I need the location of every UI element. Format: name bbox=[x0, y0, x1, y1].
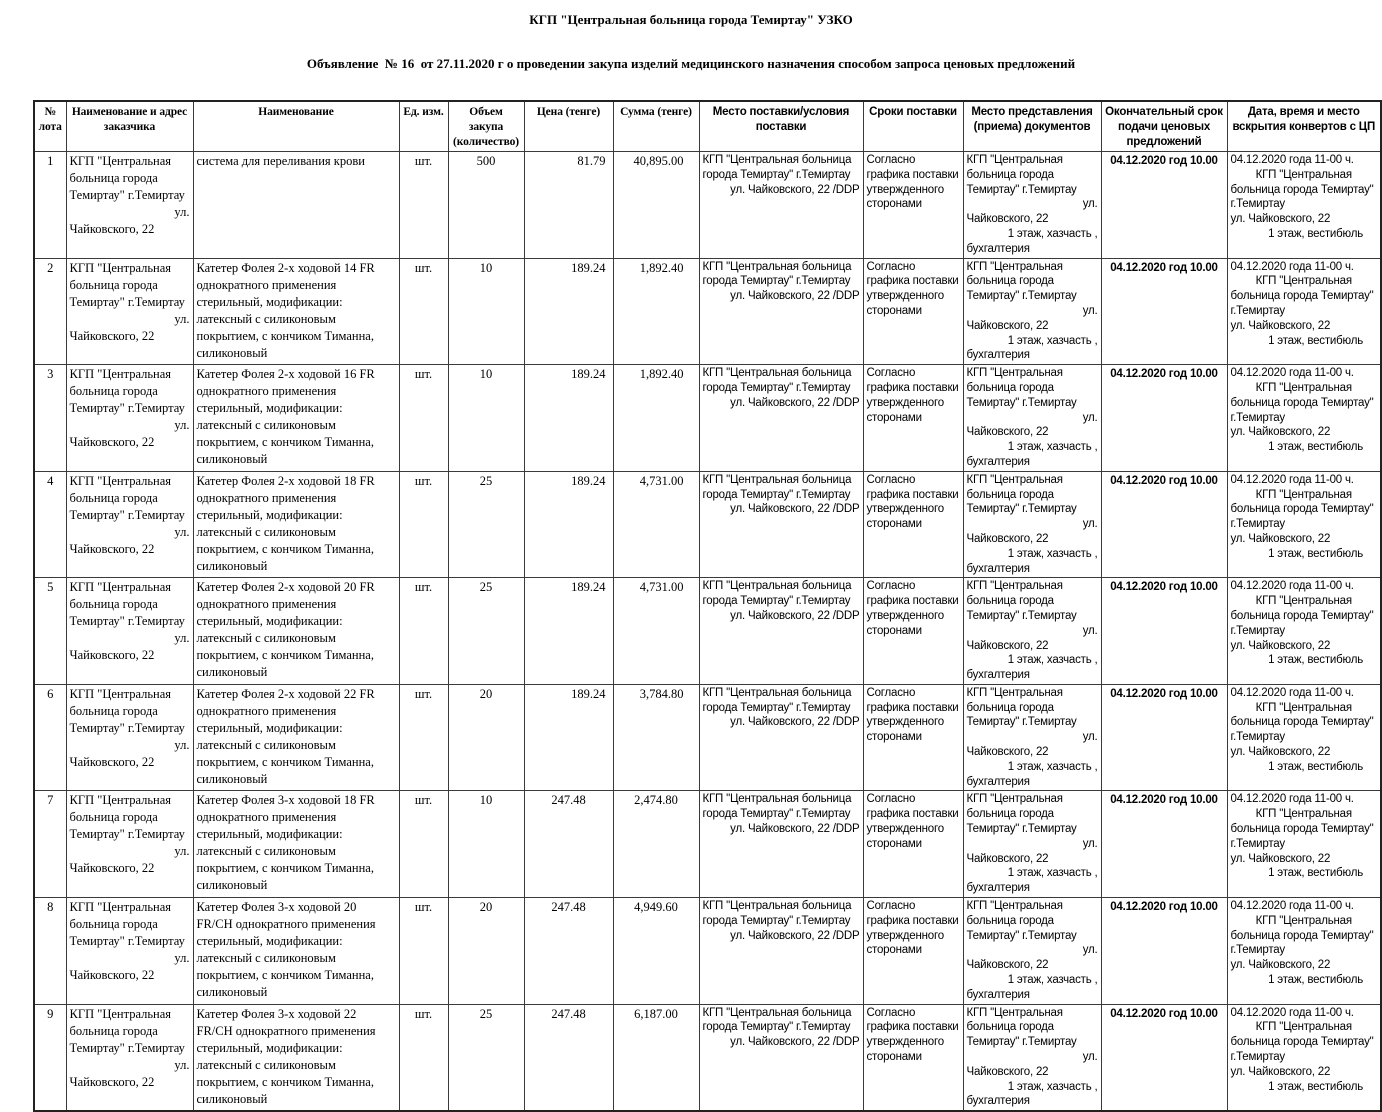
customer-street-prefix: ул. bbox=[174, 524, 190, 539]
cell-customer bbox=[66, 684, 193, 791]
cell-item-name: Катетер Фолея 3-х ходовой 18 FR однократного применения стерильный, модификации: латексный с силиконовым покрытием, с кончиком Тиманна, силиконовый bbox=[193, 791, 399, 898]
customer-street-prefix: ул. bbox=[174, 737, 190, 752]
opening-org2: больница города Темиртау" bbox=[1230, 183, 1374, 196]
delivery-place-name: КГП "Центральная больница города Темиртау" г.Темиртау bbox=[702, 154, 852, 181]
cell-delivery-place bbox=[699, 578, 863, 685]
opening-place: 1 этаж, вестибюль bbox=[1268, 974, 1363, 987]
submission-street: Чайковского, 22 bbox=[966, 426, 1049, 439]
submission-street: Чайковского, 22 bbox=[966, 746, 1049, 759]
customer-name: КГП "Центральная больница города Темиртау" г.Темиртау bbox=[69, 367, 185, 416]
cell-sum: 6,187.00 bbox=[613, 1004, 699, 1111]
customer-name: КГП "Центральная больница города Темиртау" г.Темиртау bbox=[69, 1006, 185, 1055]
cell-submission-place bbox=[963, 898, 1101, 1005]
submission-street-prefix: ул. bbox=[1082, 731, 1098, 744]
cell-deadline: 04.12.2020 год 10.00 bbox=[1101, 578, 1227, 685]
table-row bbox=[34, 1004, 1381, 1111]
cell-quantity: 20 bbox=[448, 684, 524, 791]
delivery-place-address: ул. Чайковского, 22 /DDP bbox=[730, 929, 860, 942]
opening-street: ул. Чайковского, 22 bbox=[1230, 959, 1331, 972]
cell-opening bbox=[1227, 258, 1381, 365]
customer-street-prefix: ул. bbox=[174, 418, 190, 433]
customer-street: Чайковского, 22 bbox=[69, 968, 155, 983]
cell-price: 247.48 bbox=[524, 791, 613, 898]
cell-customer bbox=[66, 365, 193, 472]
col-header-sum: Сумма (тенге) bbox=[613, 101, 699, 152]
submission-street-prefix: ул. bbox=[1082, 411, 1098, 424]
table-row bbox=[34, 791, 1381, 898]
opening-datetime: 04.12.2020 года 11-00 ч. bbox=[1230, 260, 1354, 273]
opening-street: ул. Чайковского, 22 bbox=[1230, 639, 1331, 652]
cell-opening bbox=[1227, 152, 1381, 259]
customer-street: Чайковского, 22 bbox=[69, 754, 155, 769]
cell-delivery-place bbox=[699, 1004, 863, 1111]
cell-customer bbox=[66, 258, 193, 365]
opening-city: г.Темиртау bbox=[1230, 837, 1285, 850]
opening-org1: КГП "Центральная bbox=[1255, 808, 1352, 821]
opening-place: 1 этаж, вестибюль bbox=[1268, 654, 1363, 667]
cell-quantity: 25 bbox=[448, 471, 524, 578]
lots-table bbox=[33, 100, 1382, 1112]
submission-place-name: КГП "Центральная больница города Темиртау" г.Темиртау bbox=[966, 900, 1077, 942]
opening-datetime: 04.12.2020 года 11-00 ч. bbox=[1230, 1006, 1354, 1019]
cell-delivery-place bbox=[699, 898, 863, 1005]
cell-opening bbox=[1227, 471, 1381, 578]
cell-submission-place bbox=[963, 152, 1101, 259]
cell-item-name: Катетер Фолея 2-х ходовой 20 FR однократного применения стерильный, модификации: латексный с силиконовым покрытием, с кончиком Тиманна, силиконовый bbox=[193, 578, 399, 685]
customer-street-prefix: ул. bbox=[174, 631, 190, 646]
cell-item-name: Катетер Фолея 2-х ходовой 14 FR однократного применения стерильный, модификации: латексный с силиконовым покрытием, с кончиком Тиманна, силиконовый bbox=[193, 258, 399, 365]
cell-price: 247.48 bbox=[524, 1004, 613, 1111]
opening-street: ул. Чайковского, 22 bbox=[1230, 532, 1331, 545]
cell-customer bbox=[66, 1004, 193, 1111]
cell-delivery-terms: Согласно графика поставки утвержденного сторонами bbox=[863, 791, 963, 898]
customer-street-prefix: ул. bbox=[174, 951, 190, 966]
submission-street-prefix: ул. bbox=[1082, 837, 1098, 850]
customer-street-prefix: ул. bbox=[174, 1057, 190, 1072]
submission-floor: 1 этаж, хазчасть , bbox=[1007, 227, 1098, 240]
opening-datetime: 04.12.2020 года 11-00 ч. bbox=[1230, 367, 1354, 380]
submission-place-name: КГП "Центральная больница города Темиртау" г.Темиртау bbox=[966, 473, 1077, 516]
customer-name: КГП "Центральная больница города Темиртау" г.Темиртау bbox=[69, 154, 185, 202]
cell-price: 81.79 bbox=[524, 152, 613, 259]
cell-price: 189.24 bbox=[524, 258, 613, 365]
col-header-customer: Наименование и адрес заказчика bbox=[66, 101, 193, 152]
cell-deadline: 04.12.2020 год 10.00 bbox=[1101, 791, 1227, 898]
opening-place: 1 этаж, вестибюль bbox=[1268, 1080, 1363, 1093]
customer-name: КГП "Центральная больница города Темиртау" г.Темиртау bbox=[69, 473, 185, 522]
cell-delivery-terms: Согласно графика поставки утвержденного сторонами bbox=[863, 898, 963, 1005]
cell-customer bbox=[66, 152, 193, 259]
delivery-place-address: ул. Чайковского, 22 /DDP bbox=[730, 290, 860, 303]
cell-lot-number: 5 bbox=[34, 578, 66, 685]
opening-org2: больница города Темиртау" bbox=[1230, 609, 1374, 622]
cell-unit: шт. bbox=[399, 152, 448, 259]
cell-delivery-terms: Согласно графика поставки утвержденного сторонами bbox=[863, 365, 963, 472]
cell-quantity: 10 bbox=[448, 791, 524, 898]
opening-org1: КГП "Центральная bbox=[1255, 701, 1352, 714]
delivery-place-name: КГП "Центральная больница города Темиртау" г.Темиртау bbox=[702, 260, 852, 288]
table-row bbox=[34, 684, 1381, 791]
submission-office: бухгалтерия bbox=[966, 349, 1030, 362]
cell-opening bbox=[1227, 365, 1381, 472]
col-header-submission-place: Место представления (приема) документов bbox=[963, 101, 1101, 152]
delivery-place-address: ул. Чайковского, 22 /DDP bbox=[730, 503, 860, 516]
cell-deadline: 04.12.2020 год 10.00 bbox=[1101, 684, 1227, 791]
table-row bbox=[34, 471, 1381, 578]
cell-item-name: Катетер Фолея 2-х ходовой 16 FR однократного применения стерильный, модификации: латексный с силиконовым покрытием, с кончиком Тиманна, силиконовый bbox=[193, 365, 399, 472]
opening-datetime: 04.12.2020 года 11-00 ч. bbox=[1230, 580, 1354, 593]
opening-datetime: 04.12.2020 года 11-00 ч. bbox=[1230, 686, 1354, 699]
cell-submission-place bbox=[963, 1004, 1101, 1111]
cell-sum: 2,474.80 bbox=[613, 791, 699, 898]
cell-delivery-place bbox=[699, 471, 863, 578]
cell-deadline: 04.12.2020 год 10.00 bbox=[1101, 365, 1227, 472]
cell-unit: шт. bbox=[399, 578, 448, 685]
submission-street-prefix: ул. bbox=[1082, 198, 1098, 211]
cell-quantity: 10 bbox=[448, 258, 524, 365]
cell-submission-place bbox=[963, 791, 1101, 898]
customer-street-prefix: ул. bbox=[174, 311, 190, 326]
cell-submission-place bbox=[963, 471, 1101, 578]
cell-item-name: Катетер Фолея 2-х ходовой 18 FR однократного применения стерильный, модификации: латексный с силиконовым покрытием, с кончиком Тиманна, силиконовый bbox=[193, 471, 399, 578]
opening-city: г.Темиртау bbox=[1230, 944, 1285, 957]
cell-price: 247.48 bbox=[524, 898, 613, 1005]
delivery-place-address: ул. Чайковского, 22 /DDP bbox=[730, 823, 860, 836]
submission-street: Чайковского, 22 bbox=[966, 1065, 1049, 1078]
delivery-place-name: КГП "Центральная больница города Темиртау" г.Темиртау bbox=[702, 686, 852, 714]
opening-org1: КГП "Центральная bbox=[1255, 168, 1352, 181]
cell-delivery-place bbox=[699, 152, 863, 259]
cell-delivery-terms: Согласно графика поставки утвержденного сторонами bbox=[863, 258, 963, 365]
delivery-place-name: КГП "Центральная больница города Темиртау" г.Темиртау bbox=[702, 900, 852, 927]
cell-delivery-terms: Согласно графика поставки утвержденного сторонами bbox=[863, 471, 963, 578]
col-header-unit: Ед. изм. bbox=[399, 101, 448, 152]
cell-quantity: 25 bbox=[448, 578, 524, 685]
customer-street: Чайковского, 22 bbox=[69, 541, 155, 556]
submission-street: Чайковского, 22 bbox=[966, 639, 1049, 652]
cell-delivery-terms: Согласно графика поставки утвержденного сторонами bbox=[863, 684, 963, 791]
opening-org2: больница города Темиртау" bbox=[1230, 716, 1374, 729]
delivery-place-name: КГП "Центральная больница города Темиртау" г.Темиртау bbox=[702, 1006, 852, 1034]
cell-delivery-terms: Согласно графика поставки утвержденного сторонами bbox=[863, 152, 963, 259]
submission-street-prefix: ул. bbox=[1082, 944, 1098, 957]
delivery-place-address: ул. Чайковского, 22 /DDP bbox=[730, 183, 860, 196]
opening-org1: КГП "Центральная bbox=[1255, 1021, 1352, 1034]
opening-place: 1 этаж, вестибюль bbox=[1268, 334, 1363, 347]
table-row bbox=[34, 258, 1381, 365]
cell-sum: 4,949.60 bbox=[613, 898, 699, 1005]
customer-street: Чайковского, 22 bbox=[69, 328, 155, 343]
cell-quantity: 20 bbox=[448, 898, 524, 1005]
opening-street: ул. Чайковского, 22 bbox=[1230, 746, 1331, 759]
cell-item-name: Катетер Фолея 3-х ходовой 22 FR/CH однократного применения стерильный, модификации: латексный с силиконовым покрытием, с кончиком Тиманна, силиконовый bbox=[193, 1004, 399, 1111]
submission-office: бухгалтерия bbox=[966, 669, 1030, 682]
submission-floor: 1 этаж, хазчасть , bbox=[1007, 1080, 1098, 1093]
customer-name: КГП "Центральная больница города Темиртау" г.Темиртау bbox=[69, 900, 185, 949]
cell-opening bbox=[1227, 898, 1381, 1005]
cell-customer bbox=[66, 898, 193, 1005]
lots-table-body bbox=[34, 152, 1381, 1112]
col-header-deadline: Окончательный срок подачи ценовых предложений bbox=[1101, 101, 1227, 152]
cell-opening bbox=[1227, 791, 1381, 898]
submission-street: Чайковского, 22 bbox=[966, 532, 1049, 545]
cell-lot-number: 8 bbox=[34, 898, 66, 1005]
cell-submission-place bbox=[963, 258, 1101, 365]
submission-place-name: КГП "Центральная больница города Темиртау" г.Темиртау bbox=[966, 154, 1077, 196]
submission-place-name: КГП "Центральная больница города Темиртау" г.Темиртау bbox=[966, 1006, 1077, 1049]
opening-org1: КГП "Центральная bbox=[1255, 595, 1352, 608]
delivery-place-address: ул. Чайковского, 22 /DDP bbox=[730, 396, 860, 409]
cell-lot-number: 6 bbox=[34, 684, 66, 791]
customer-street: Чайковского, 22 bbox=[69, 435, 155, 450]
opening-street: ул. Чайковского, 22 bbox=[1230, 1065, 1331, 1078]
submission-office: бухгалтерия bbox=[966, 775, 1030, 788]
table-row bbox=[34, 578, 1381, 685]
cell-delivery-place bbox=[699, 365, 863, 472]
opening-org2: больница города Темиртау" bbox=[1230, 929, 1374, 942]
opening-city: г.Темиртау bbox=[1230, 304, 1285, 317]
table-row bbox=[34, 898, 1381, 1005]
cell-quantity: 25 bbox=[448, 1004, 524, 1111]
customer-street-prefix: ул. bbox=[174, 205, 190, 219]
cell-submission-place bbox=[963, 578, 1101, 685]
cell-delivery-place bbox=[699, 684, 863, 791]
submission-street: Чайковского, 22 bbox=[966, 319, 1049, 332]
submission-office: бухгалтерия bbox=[966, 455, 1030, 468]
table-row bbox=[34, 365, 1381, 472]
col-header-opening: Дата, время и место вскрытия конвертов с ЦП bbox=[1227, 101, 1381, 152]
col-header-delivery-terms: Сроки поставки bbox=[863, 101, 963, 152]
cell-opening bbox=[1227, 684, 1381, 791]
delivery-place-name: КГП "Центральная больница города Темиртау" г.Темиртау bbox=[702, 793, 852, 821]
opening-org2: больница города Темиртау" bbox=[1230, 396, 1374, 409]
opening-org2: больница города Темиртау" bbox=[1230, 1036, 1374, 1049]
customer-street: Чайковского, 22 bbox=[69, 222, 155, 236]
cell-item-name: система для переливания крови bbox=[193, 152, 399, 259]
opening-street: ул. Чайковского, 22 bbox=[1230, 852, 1331, 865]
cell-unit: шт. bbox=[399, 684, 448, 791]
cell-lot-number: 3 bbox=[34, 365, 66, 472]
opening-org1: КГП "Центральная bbox=[1255, 914, 1352, 927]
opening-datetime: 04.12.2020 года 11-00 ч. bbox=[1230, 793, 1354, 806]
customer-name: КГП "Центральная больница города Темиртау" г.Темиртау bbox=[69, 260, 185, 309]
opening-org2: больница города Темиртау" bbox=[1230, 290, 1374, 303]
customer-street: Чайковского, 22 bbox=[69, 861, 155, 876]
submission-floor: 1 этаж, хазчасть , bbox=[1007, 334, 1098, 347]
cell-customer bbox=[66, 578, 193, 685]
cell-submission-place bbox=[963, 365, 1101, 472]
submission-office: бухгалтерия bbox=[966, 988, 1030, 1001]
opening-datetime: 04.12.2020 года 11-00 ч. bbox=[1230, 473, 1354, 486]
cell-unit: шт. bbox=[399, 471, 448, 578]
opening-org1: КГП "Центральная bbox=[1255, 275, 1352, 288]
cell-unit: шт. bbox=[399, 898, 448, 1005]
opening-place: 1 этаж, вестибюль bbox=[1268, 867, 1363, 880]
opening-place: 1 этаж, вестибюль bbox=[1268, 760, 1363, 773]
cell-customer bbox=[66, 791, 193, 898]
opening-place: 1 этаж, вестибюль bbox=[1268, 441, 1363, 454]
delivery-place-name: КГП "Центральная больница города Темиртау" г.Темиртау bbox=[702, 473, 852, 501]
cell-deadline: 04.12.2020 год 10.00 bbox=[1101, 152, 1227, 259]
submission-street: Чайковского, 22 bbox=[966, 213, 1049, 226]
customer-street: Чайковского, 22 bbox=[69, 648, 155, 663]
submission-place-name: КГП "Центральная больница города Темиртау" г.Темиртау bbox=[966, 260, 1077, 303]
opening-city: г.Темиртау bbox=[1230, 731, 1285, 744]
opening-place: 1 этаж, вестибюль bbox=[1268, 227, 1363, 240]
cell-deadline: 04.12.2020 год 10.00 bbox=[1101, 898, 1227, 1005]
submission-street-prefix: ул. bbox=[1082, 304, 1098, 317]
cell-lot-number: 1 bbox=[34, 152, 66, 259]
cell-lot-number: 7 bbox=[34, 791, 66, 898]
submission-place-name: КГП "Центральная больница города Темиртау" г.Темиртау bbox=[966, 367, 1077, 409]
submission-floor: 1 этаж, хазчасть , bbox=[1007, 974, 1098, 987]
cell-item-name: Катетер Фолея 3-х ходовой 20 FR/CH однократного применения стерильный, модификации: латексный с силиконовым покрытием, с кончиком Тиманна, силиконовый bbox=[193, 898, 399, 1005]
opening-datetime: 04.12.2020 года 11-00 ч. bbox=[1230, 154, 1354, 166]
opening-city: г.Темиртау bbox=[1230, 198, 1285, 211]
customer-street-prefix: ул. bbox=[174, 844, 190, 859]
cell-unit: шт. bbox=[399, 791, 448, 898]
submission-street-prefix: ул. bbox=[1082, 624, 1098, 637]
cell-unit: шт. bbox=[399, 1004, 448, 1111]
submission-street-prefix: ул. bbox=[1082, 1051, 1098, 1064]
opening-org2: больница города Темиртау" bbox=[1230, 503, 1374, 516]
submission-office: бухгалтерия bbox=[966, 562, 1030, 575]
submission-office: бухгалтерия bbox=[966, 242, 1030, 255]
submission-floor: 1 этаж, хазчасть , bbox=[1007, 760, 1098, 773]
col-header-item-name: Наименование bbox=[193, 101, 399, 152]
cell-sum: 4,731.00 bbox=[613, 471, 699, 578]
cell-unit: шт. bbox=[399, 365, 448, 472]
submission-place-name: КГП "Центральная больница города Темиртау" г.Темиртау bbox=[966, 580, 1077, 622]
cell-delivery-terms: Согласно графика поставки утвержденного сторонами bbox=[863, 1004, 963, 1111]
cell-item-name: Катетер Фолея 2-х ходовой 22 FR однократного применения стерильный, модификации: латексный с силиконовым покрытием, с кончиком Тиманна, силиконовый bbox=[193, 684, 399, 791]
opening-city: г.Темиртау bbox=[1230, 624, 1285, 637]
opening-datetime: 04.12.2020 года 11-00 ч. bbox=[1230, 900, 1354, 913]
cell-delivery-terms: Согласно графика поставки утвержденного сторонами bbox=[863, 578, 963, 685]
submission-floor: 1 этаж, хазчасть , bbox=[1007, 654, 1098, 667]
cell-deadline: 04.12.2020 год 10.00 bbox=[1101, 471, 1227, 578]
cell-delivery-place bbox=[699, 258, 863, 365]
document-title: КГП "Центральная больница города Темиртау" УЗКО bbox=[529, 12, 853, 27]
submission-street: Чайковского, 22 bbox=[966, 959, 1049, 972]
cell-sum: 4,731.00 bbox=[613, 578, 699, 685]
customer-name: КГП "Центральная больница города Темиртау" г.Темиртау bbox=[69, 580, 185, 629]
cell-deadline: 04.12.2020 год 10.00 bbox=[1101, 258, 1227, 365]
header-row bbox=[34, 101, 1381, 152]
submission-place-name: КГП "Центральная больница города Темиртау" г.Темиртау bbox=[966, 686, 1077, 729]
col-header-lot-number: № лота bbox=[34, 101, 66, 152]
opening-org1: КГП "Центральная bbox=[1255, 381, 1352, 394]
opening-street: ул. Чайковского, 22 bbox=[1230, 319, 1331, 332]
delivery-place-address: ул. Чайковского, 22 /DDP bbox=[730, 1036, 860, 1049]
submission-place-name: КГП "Центральная больница города Темиртау" г.Темиртау bbox=[966, 793, 1077, 836]
delivery-place-name: КГП "Центральная больница города Темиртау" г.Темиртау bbox=[702, 580, 852, 608]
cell-quantity: 500 bbox=[448, 152, 524, 259]
cell-submission-place bbox=[963, 684, 1101, 791]
opening-street: ул. Чайковского, 22 bbox=[1230, 426, 1331, 439]
cell-quantity: 10 bbox=[448, 365, 524, 472]
submission-floor: 1 этаж, хазчасть , bbox=[1007, 867, 1098, 880]
customer-name: КГП "Центральная больница города Темиртау" г.Темиртау bbox=[69, 793, 185, 842]
cell-price: 189.24 bbox=[524, 365, 613, 472]
cell-lot-number: 9 bbox=[34, 1004, 66, 1111]
submission-office: бухгалтерия bbox=[966, 882, 1030, 895]
cell-price: 189.24 bbox=[524, 578, 613, 685]
announcement-line: Объявление № 16 от 27.11.2020 г о проведении закупа изделий медицинского назначения способом запроса ценовых предложений bbox=[306, 56, 1076, 71]
opening-org2: больница города Темиртау" bbox=[1230, 823, 1374, 836]
cell-deadline: 04.12.2020 год 10.00 bbox=[1101, 1004, 1227, 1111]
cell-opening bbox=[1227, 1004, 1381, 1111]
submission-office: бухгалтерия bbox=[966, 1095, 1030, 1108]
opening-place: 1 этаж, вестибюль bbox=[1268, 547, 1363, 560]
cell-unit: шт. bbox=[399, 258, 448, 365]
col-header-price: Цена (тенге) bbox=[524, 101, 613, 152]
cell-customer bbox=[66, 471, 193, 578]
cell-sum: 3,784.80 bbox=[613, 684, 699, 791]
cell-lot-number: 2 bbox=[34, 258, 66, 365]
delivery-place-address: ул. Чайковского, 22 /DDP bbox=[730, 609, 860, 622]
opening-org1: КГП "Центральная bbox=[1255, 488, 1352, 501]
submission-street: Чайковского, 22 bbox=[966, 852, 1049, 865]
delivery-place-name: КГП "Центральная больница города Темиртау" г.Темиртау bbox=[702, 367, 852, 394]
cell-price: 189.24 bbox=[524, 684, 613, 791]
cell-sum: 1,892.40 bbox=[613, 258, 699, 365]
opening-city: г.Темиртау bbox=[1230, 518, 1285, 531]
cell-price: 189.24 bbox=[524, 471, 613, 578]
opening-street: ул. Чайковского, 22 bbox=[1230, 213, 1331, 226]
table-row bbox=[34, 152, 1381, 259]
cell-sum: 40,895.00 bbox=[613, 152, 699, 259]
cell-opening bbox=[1227, 578, 1381, 685]
opening-city: г.Темиртау bbox=[1230, 1051, 1285, 1064]
col-header-quantity: Объем закупа (количество) bbox=[448, 101, 524, 152]
customer-street: Чайковского, 22 bbox=[69, 1074, 155, 1089]
submission-floor: 1 этаж, хазчасть , bbox=[1007, 547, 1098, 560]
customer-name: КГП "Центральная больница города Темиртау" г.Темиртау bbox=[69, 686, 185, 735]
cell-delivery-place bbox=[699, 791, 863, 898]
submission-street-prefix: ул. bbox=[1082, 518, 1098, 531]
cell-sum: 1,892.40 bbox=[613, 365, 699, 472]
opening-city: г.Темиртау bbox=[1230, 411, 1285, 424]
col-header-delivery-place: Место поставки/условия поставки bbox=[699, 101, 863, 152]
cell-lot-number: 4 bbox=[34, 471, 66, 578]
submission-floor: 1 этаж, хазчасть , bbox=[1007, 441, 1098, 454]
delivery-place-address: ул. Чайковского, 22 /DDP bbox=[730, 716, 860, 729]
